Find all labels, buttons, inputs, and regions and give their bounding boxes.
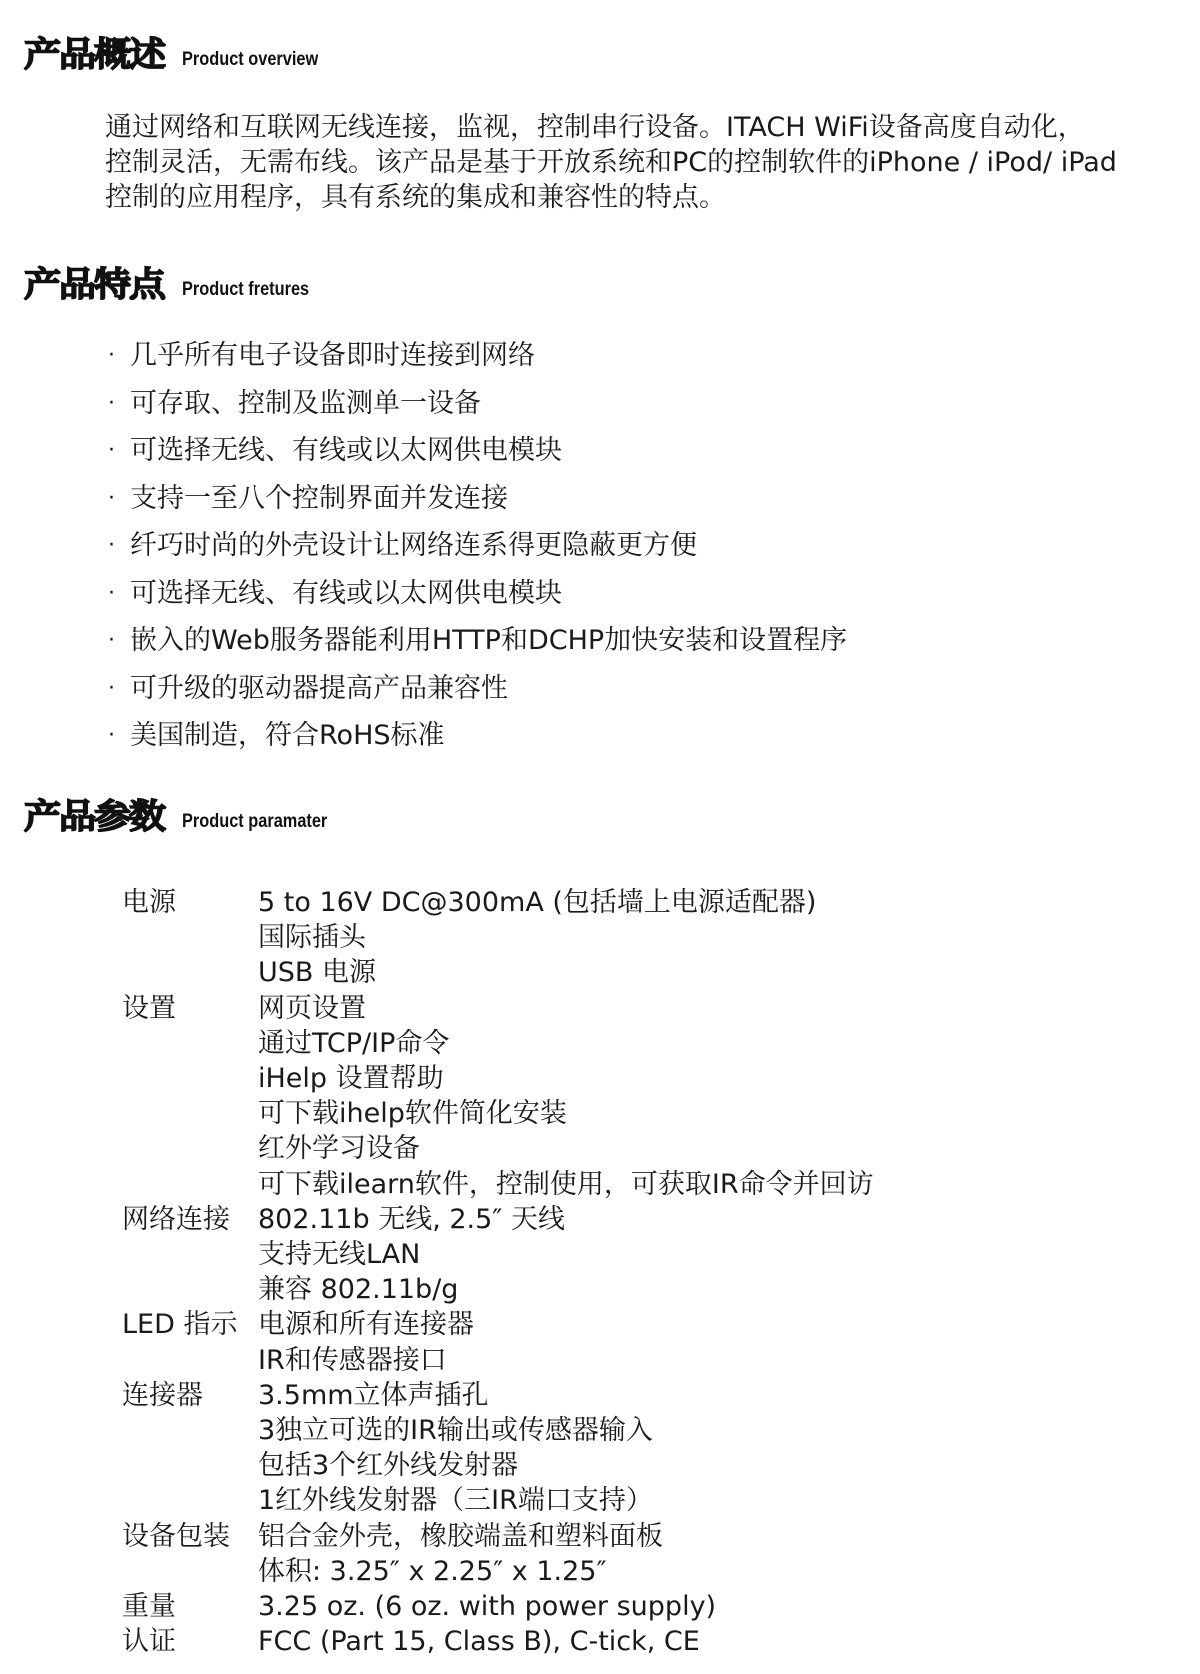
param-values	[258, 1519, 663, 1589]
params-section-header	[24, 798, 351, 835]
param-value: 体积: 3.25″ x 2.25″ x 1.25″	[258, 1555, 607, 1587]
param-label: 网络连接	[122, 1203, 230, 1235]
params-title-zh: 产品参数	[24, 796, 164, 837]
param-label: 重量	[122, 1591, 176, 1623]
param-value: 铝合金外壳，橡胶端盖和塑料面板	[258, 1520, 663, 1552]
feature-text: 可选择无线、有线或以太网供电模块	[130, 577, 562, 609]
param-value: 国际插头	[258, 922, 366, 954]
param-value: 1红外线发射器（三IR端口支持）	[258, 1485, 653, 1517]
param-row-led	[122, 1307, 1182, 1377]
feature-text: 纤巧时尚的外壳设计让网络连系得更隐蔽更方便	[130, 530, 697, 561]
bullet-icon: ·	[108, 580, 115, 606]
param-values	[258, 1589, 716, 1624]
feature-item	[108, 380, 847, 428]
features-title-en: Product fretures	[182, 279, 310, 300]
overview-title-en: Product overview	[182, 49, 319, 70]
param-value: 网页设置	[258, 992, 366, 1024]
feature-text: 可存取、控制及监测单一设备	[130, 387, 481, 419]
bullet-icon: ·	[108, 343, 115, 368]
overview-section-header	[24, 36, 340, 73]
feature-item	[108, 712, 847, 760]
feature-text: 可选择无线、有线或以太网供电模块	[130, 435, 562, 466]
param-value: 3.25 oz. (6 oz. with power supply)	[258, 1591, 717, 1623]
param-row-network	[122, 1202, 1182, 1308]
param-value: iHelp 设置帮助	[258, 1063, 444, 1095]
bullet-icon: ·	[108, 675, 115, 701]
param-value: USB 电源	[258, 957, 377, 989]
param-values	[258, 1378, 653, 1519]
param-value: FCC (Part 15, Class B), C-tick, CE	[258, 1626, 700, 1658]
param-value: 802.11b 无线, 2.5″ 天线	[258, 1203, 565, 1235]
param-value: 可下载ilearn软件，控制使用，可获取IR命令并回访	[258, 1168, 874, 1200]
param-row-certification	[122, 1624, 1182, 1659]
features-list	[108, 332, 847, 760]
features-section-header	[24, 266, 330, 303]
param-row-weight	[122, 1589, 1182, 1624]
param-label: 设置	[122, 992, 176, 1024]
feature-item	[108, 617, 847, 665]
param-value: 红外学习设备	[258, 1133, 420, 1165]
param-row-setup	[122, 991, 1182, 1202]
param-values	[258, 991, 874, 1202]
overview-title-zh: 产品概述	[24, 34, 164, 75]
bullet-icon: ·	[108, 533, 115, 558]
feature-item	[108, 427, 847, 475]
bullet-icon: ·	[108, 723, 115, 748]
feature-text: 几乎所有电子设备即时连接到网络	[130, 340, 535, 371]
param-value: 3独立可选的IR输出或传感器输入	[258, 1415, 653, 1447]
param-values	[258, 1202, 565, 1308]
param-value: 兼容 802.11b/g	[258, 1274, 459, 1306]
param-label: 电源	[122, 887, 176, 918]
overview-paragraph	[105, 110, 1175, 215]
feature-text: 美国制造，符合RoHS标准	[130, 720, 445, 751]
params-title-en: Product paramater	[182, 811, 328, 832]
param-values	[258, 885, 816, 991]
bullet-icon: ·	[108, 628, 115, 653]
param-values	[258, 1307, 474, 1377]
feature-item	[108, 570, 847, 618]
param-row-power	[122, 885, 1182, 991]
param-value: 包括3个红外线发射器	[258, 1450, 519, 1482]
param-label: LED 指示	[122, 1309, 238, 1341]
feature-item	[108, 522, 847, 570]
param-label: 连接器	[122, 1379, 203, 1411]
param-row-packaging	[122, 1519, 1182, 1589]
feature-text: 可升级的驱动器提高产品兼容性	[130, 672, 508, 704]
param-row-connectors	[122, 1378, 1182, 1519]
features-title-zh: 产品特点	[24, 264, 164, 305]
params-table	[122, 885, 1182, 1659]
bullet-icon: ·	[108, 390, 115, 416]
param-value: 可下载ihelp软件简化安装	[258, 1098, 567, 1130]
param-value: IR和传感器接口	[258, 1344, 447, 1376]
feature-text: 支持一至八个控制界面并发连接	[130, 482, 508, 514]
param-value: 3.5mm立体声插孔	[258, 1379, 489, 1411]
overview-line: 控制灵活，无需布线。该产品是基于开放系统和PC的控制软件的iPhone / iPod/ iPad	[105, 147, 1117, 178]
param-value: 5 to 16V DC@300mA (包括墙上电源适配器)	[258, 887, 817, 918]
overview-line: 通过网络和互联网无线连接，监视，控制串行设备。ITACH WiFi设备高度自动化，	[105, 112, 1085, 143]
param-value: 通过TCP/IP命令	[258, 1027, 450, 1059]
param-label: 认证	[122, 1626, 176, 1658]
param-values	[258, 1624, 700, 1659]
bullet-icon: ·	[108, 438, 115, 463]
feature-item	[108, 665, 847, 713]
bullet-icon: ·	[108, 485, 115, 511]
overview-line: 控制的应用程序，具有系统的集成和兼容性的特点。	[105, 182, 726, 213]
param-value: 电源和所有连接器	[258, 1309, 474, 1341]
feature-item	[108, 475, 847, 523]
feature-item	[108, 332, 847, 380]
feature-text: 嵌入的Web服务器能利用HTTP和DCHP加快安装和设置程序	[130, 625, 848, 656]
param-label: 设备包装	[122, 1520, 230, 1552]
param-value: 支持无线LAN	[258, 1239, 421, 1271]
